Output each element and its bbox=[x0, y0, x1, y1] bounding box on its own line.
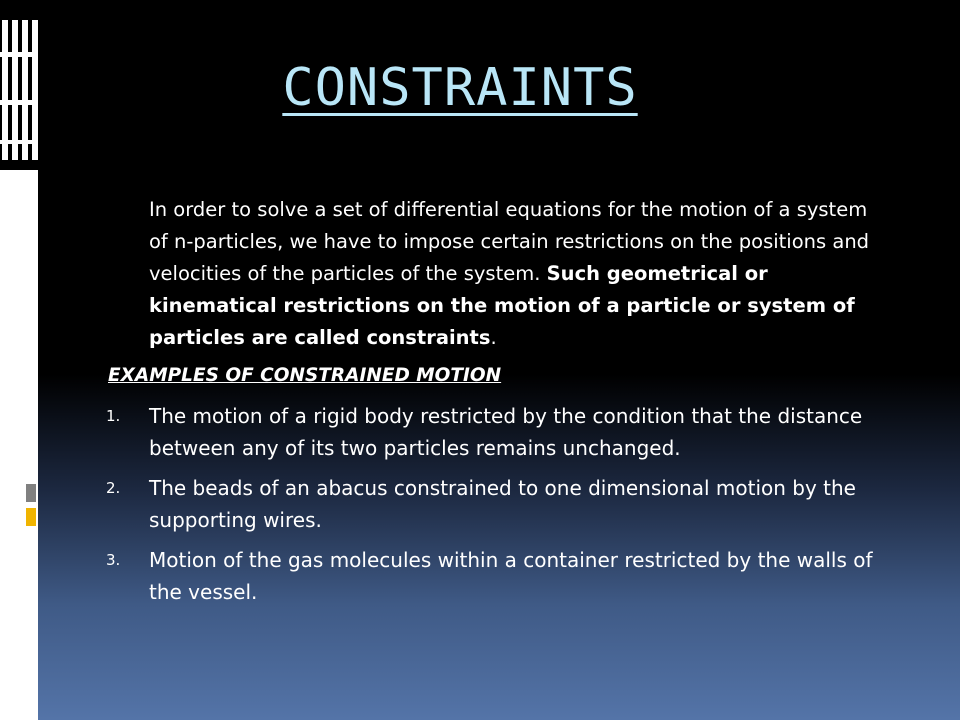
accent-gray bbox=[26, 484, 36, 502]
list-item-text: The motion of a rigid body restricted by the condition that the distance between any of its two particles remains unchanged. bbox=[149, 404, 863, 460]
intro-normal-text: In order to solve a set of differential equations for the motion of a system of n-particles, we have to impose certain restrictions on the positions and velocities of the particles of the system. bbox=[149, 198, 870, 285]
list-item-text: Motion of the gas molecules within a container restricted by the walls of the vessel. bbox=[149, 548, 873, 604]
list-item-number: 2. bbox=[106, 479, 121, 497]
page-title: CONSTRAINTS bbox=[282, 58, 638, 118]
list-item bbox=[100, 544, 890, 608]
intro-paragraph bbox=[149, 194, 890, 354]
intro-end-text: . bbox=[490, 326, 497, 349]
slide-body bbox=[100, 194, 890, 616]
list-item bbox=[100, 400, 890, 464]
list-item-text: The beads of an abacus constrained to one dimensional motion by the supporting wires. bbox=[149, 476, 856, 532]
intro-bold-text: Such geometrical or kinematical restrictions on the motion of a particle or system of particles are called constraints bbox=[149, 262, 855, 349]
list-item-number: 3. bbox=[106, 551, 121, 569]
list-item bbox=[100, 472, 890, 536]
accent-yellow bbox=[26, 508, 36, 526]
examples-heading: EXAMPLES OF CONSTRAINED MOTION bbox=[108, 365, 502, 386]
list-item-number: 1. bbox=[106, 407, 121, 425]
